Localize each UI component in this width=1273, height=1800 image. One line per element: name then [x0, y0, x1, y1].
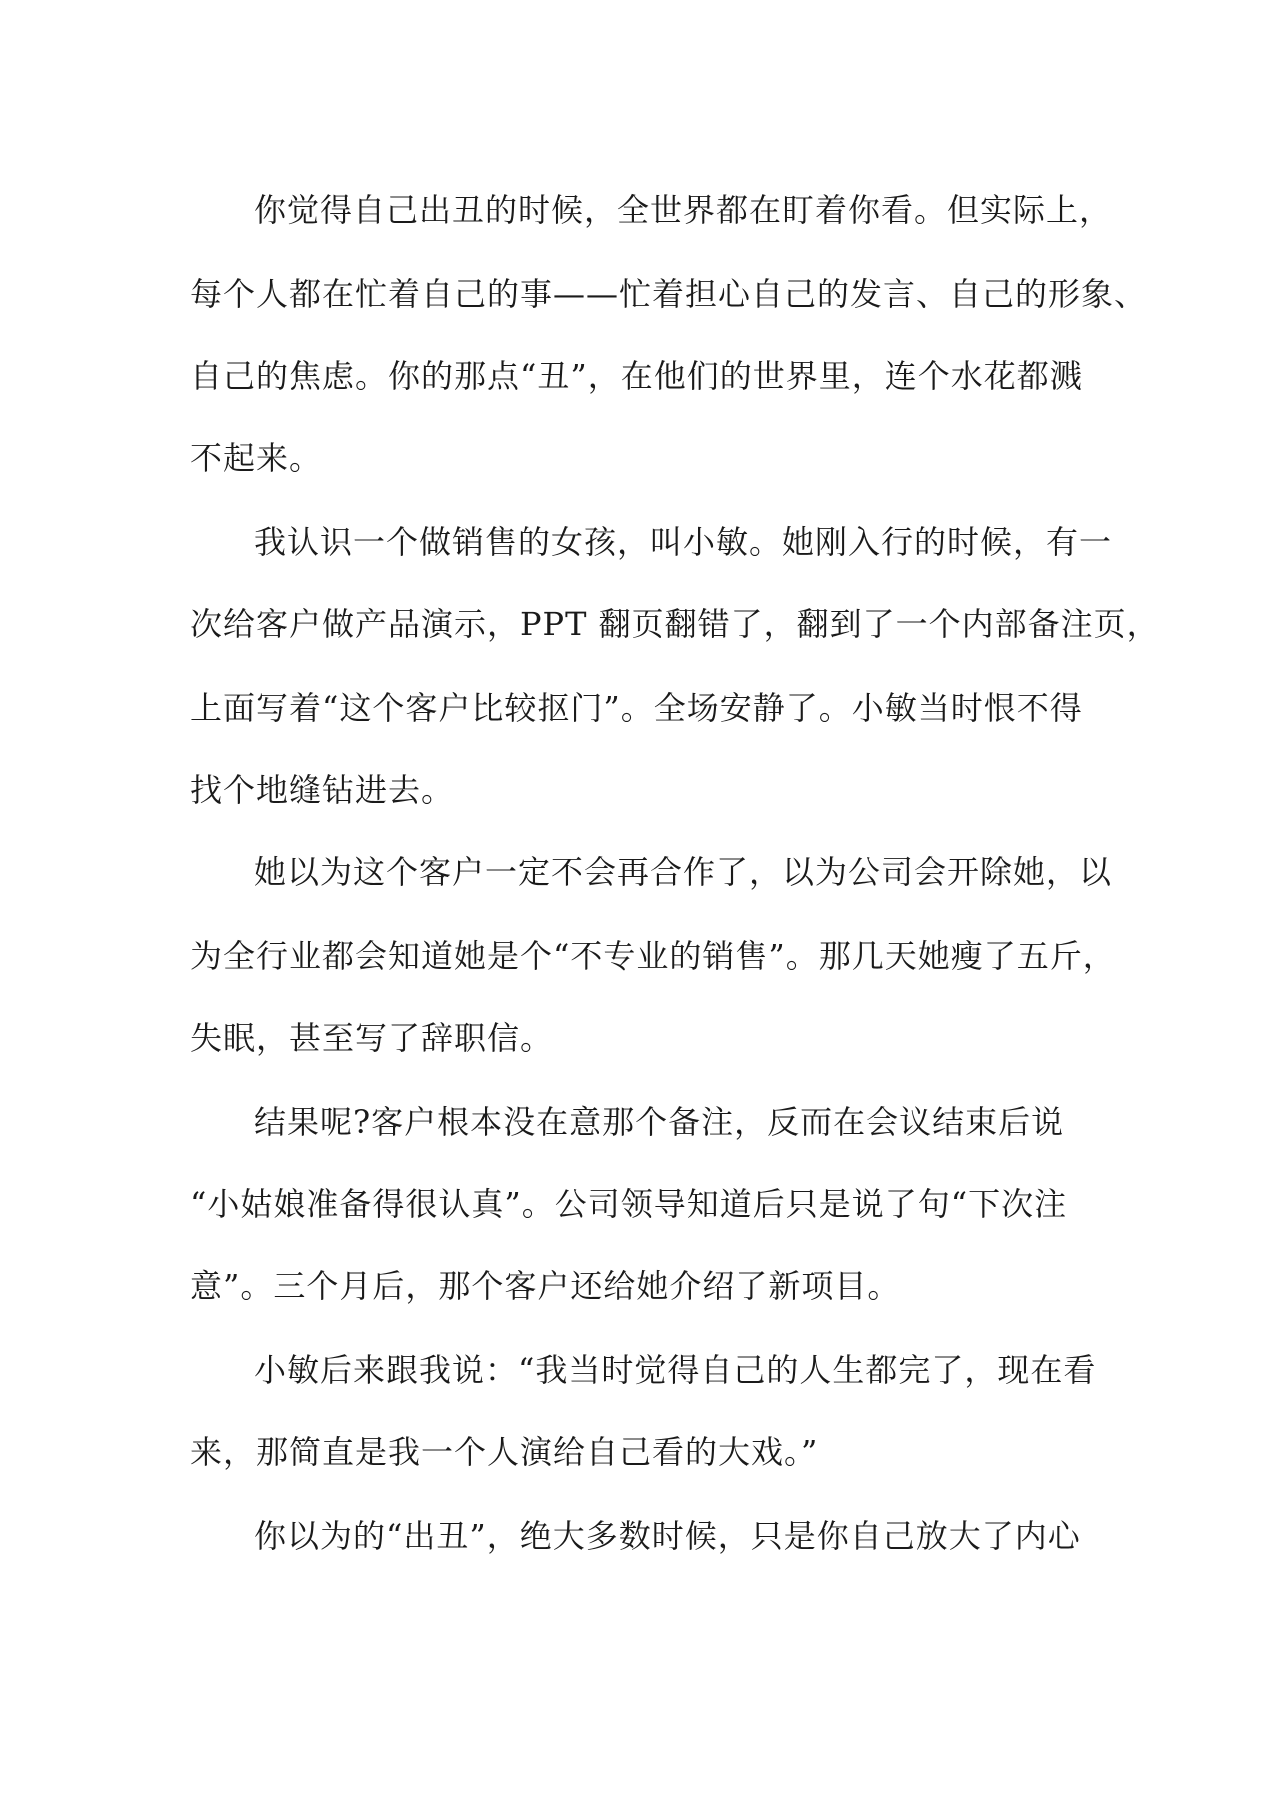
text-line: 为全行业都会知道她是个“不专业的销售”。那几天她瘦了五斤，	[190, 937, 1116, 975]
text-line: “小姑娘准备得很认真”。公司领导知道后只是说了句“下次注	[190, 1185, 1068, 1223]
text-line: 失眠，甚至写了辞职信。	[190, 1019, 554, 1057]
text-line: 不起来。	[190, 439, 323, 477]
text-line: 找个地缝钻进去。	[190, 771, 455, 809]
text-line: 来，那简直是我一个人演给自己看的大戏。”	[190, 1433, 819, 1471]
text-line: 意”。三个月后，那个客户还给她介绍了新项目。	[190, 1267, 901, 1305]
text-line: 每个人都在忙着自己的事——忙着担心自己的发言、自己的形象、	[190, 275, 1148, 313]
text-line: 次给客户做产品演示，PPT 翻页翻错了，翻到了一个内部备注页，	[190, 605, 1160, 643]
text-line: 她以为这个客户一定不会再合作了，以为公司会开除她，以	[254, 853, 1113, 891]
text-line: 自己的焦虑。你的那点“丑”，在他们的世界里，连个水花都溅	[190, 357, 1083, 395]
text-line: 小敏后来跟我说：“我当时觉得自己的人生都完了，现在看	[254, 1351, 1097, 1389]
text-line: 上面写着“这个客户比较抠门”。全场安静了。小敏当时恨不得	[190, 689, 1083, 727]
text-line: 我认识一个做销售的女孩，叫小敏。她刚入行的时候，有一	[254, 523, 1113, 561]
text-line: 你以为的“出丑”，绝大多数时候，只是你自己放大了内心	[254, 1517, 1081, 1555]
text-line: 你觉得自己出丑的时候，全世界都在盯着你看。但实际上，	[254, 191, 1113, 229]
text-line: 结果呢?客户根本没在意那个备注，反而在会议结束后说	[254, 1103, 1065, 1141]
